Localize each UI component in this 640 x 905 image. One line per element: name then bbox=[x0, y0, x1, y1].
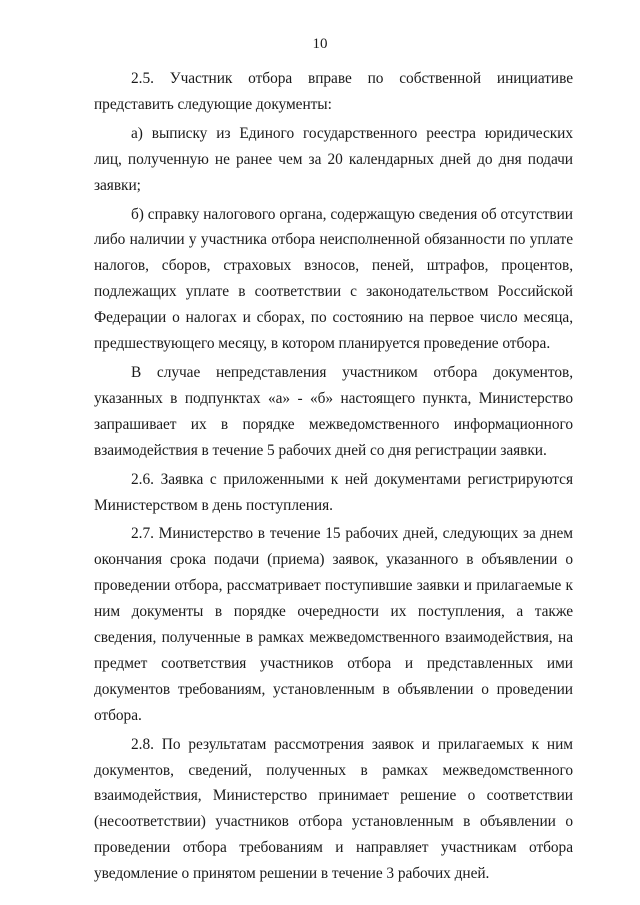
paragraph-2-5-b: б) справку налогового органа, содержащую сведения об отсутствии либо наличии у участника отбора неисполненной обязанности по уплате налогов, сборов, страховых взносов, пеней, штрафов, процентов, подлежащих уплате в соответствии с законодательством Российской Федерации о налогах и сборах, по состоянию на первое число месяца, предшествующего месяцу, в котором планируется проведение отбора. bbox=[94, 205, 573, 353]
paragraph-2-5-a: а) выписку из Единого государственного реестра юридических лиц, полученную не ранее чем за 20 календарных дней до дня подачи заявки; bbox=[94, 124, 573, 194]
document-body bbox=[94, 66, 573, 887]
page-number: 10 bbox=[312, 36, 328, 52]
paragraph-2-6: 2.6. Заявка с приложенными к ней документами регистрируются Министерством в день поступления. bbox=[94, 470, 573, 514]
paragraph-non-submission: В случае непредставления участником отбора документов, указанных в подпунктах «а» - «б» настоящего пункта, Министерство запрашивает их в порядке межведомственного информационного взаимодействия в течение 5 рабочих дней со дня регистрации заявки. bbox=[94, 363, 573, 459]
paragraph-2-7: 2.7. Министерство в течение 15 рабочих дней, следующих за днем окончания срока подачи (приема) заявок, указанного в объявлении о проведении отбора, рассматривает поступившие заявки и прилагаемые к ним документы в порядке очередности их поступления, а также сведения, полученные в рамках межведомственного взаимодействия, на предмет соответствия участников отбора и представленных ими документов требованиям, установленным в объявлении о проведении отбора. bbox=[94, 525, 573, 724]
paragraph-2-5: 2.5. Участник отбора вправе по собственной инициативе представить следующие документы: bbox=[94, 70, 573, 113]
paragraph-2-8: 2.8. По результатам рассмотрения заявок и прилагаемых к ним документов, сведений, полученных в рамках межведомственного взаимодействия, Министерство принимает решение о соответствии (несоответствии) участников отбора установленным в объявлении о проведении отбора требованиям и направляет участникам отбора уведомление о принятом решении в течение 3 рабочих дней. bbox=[94, 735, 573, 883]
